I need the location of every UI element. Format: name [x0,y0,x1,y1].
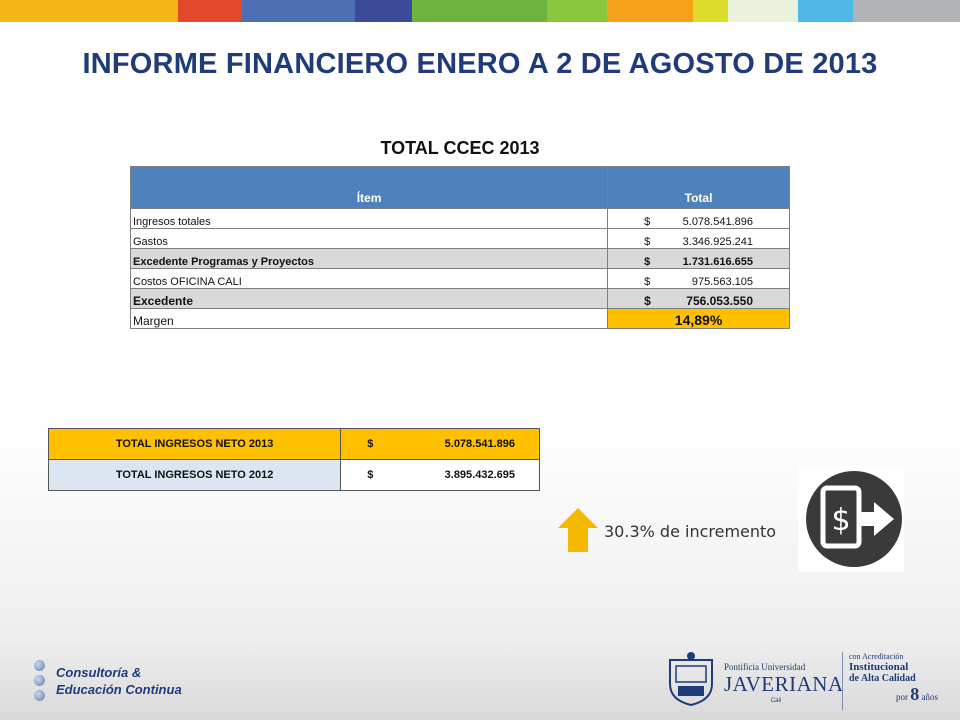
column-header-item: Ítem [131,166,608,208]
amount: 1.731.616.655 [682,255,753,268]
color-stripe [0,0,960,22]
row-label: Costos OFICINA CALI [131,268,608,288]
accreditation-prefix: por [896,692,908,702]
row-label: TOTAL INGRESOS NETO 2012 [49,460,341,491]
currency-symbol: $ [644,255,651,268]
stripe-segment [853,0,960,22]
money-transfer-icon [798,466,904,572]
table-row [49,429,540,460]
university-line-3: Cali [770,698,782,704]
column-header-total: Total [608,166,790,208]
stripe-segment [412,0,547,22]
increase-label: 30.3% de incremento [604,522,777,541]
amount: 3.895.432.695 [444,469,515,481]
university-line-1: Pontificia Universidad [724,662,806,672]
javeriana-logo [664,648,844,708]
stripe-segment [547,0,607,22]
net-income-table [48,428,540,491]
row-label: Gastos [131,228,608,248]
row-value [608,228,790,248]
row-value [341,460,540,491]
accreditation-line-1: con Acreditación [849,652,904,661]
currency-symbol: $ [644,293,651,308]
amount: 5.078.541.896 [682,215,753,228]
row-label: Ingresos totales [131,208,608,228]
row-value [341,429,540,460]
row-label: Excedente [131,288,608,308]
row-label: TOTAL INGRESOS NETO 2013 [49,429,341,460]
stripe-segment [355,0,412,22]
stripe-segment [798,0,853,22]
page-title: INFORME FINANCIERO ENERO A 2 DE AGOSTO DE 2013 [82,48,878,80]
accreditation-years: 8 [910,684,920,704]
stripe-segment [693,0,728,22]
university-line-2: JAVERIANA [724,672,844,696]
row-value [608,248,790,268]
table-row [49,460,540,491]
stripe-segment [607,0,693,22]
table-row [131,248,790,268]
margin-value: 14,89% [608,308,790,328]
accreditation-badge [842,652,952,710]
stripe-segment [0,0,178,22]
accreditation-suffix: años [921,692,938,702]
row-value [608,268,790,288]
university-seal-icon [664,650,718,706]
brand-line-2: Educación Continua [56,682,182,697]
currency-symbol: $ [367,438,374,450]
svg-text:$: $ [831,503,851,538]
table-caption: TOTAL CCEC 2013 [131,132,790,166]
row-value [608,288,790,308]
amount: 975.563.105 [691,275,753,288]
currency-symbol: $ [367,469,374,481]
up-arrow-icon [558,508,598,552]
row-label: Excedente Programas y Proyectos [131,248,608,268]
brand-line-1: Consultoría & [56,665,142,680]
table-row [131,208,790,228]
amount: 3.346.925.241 [682,235,753,248]
table-row [131,228,790,248]
table-row [131,268,790,288]
accreditation-line-3: de Alta Calidad [849,673,916,684]
row-label: Margen [131,308,608,328]
stripe-segment [242,0,355,22]
currency-symbol: $ [644,215,651,228]
currency-symbol: $ [644,275,651,288]
table-row [131,308,790,328]
table-row [131,288,790,308]
accreditation-line-2: Institucional [849,661,909,673]
stripe-segment [728,0,798,22]
dots-icon [34,660,46,705]
stripe-segment [178,0,242,22]
ccec-summary-table [130,132,790,329]
amount: 756.053.550 [686,293,753,308]
currency-symbol: $ [644,235,651,248]
row-value [608,208,790,228]
amount: 5.078.541.896 [444,438,515,450]
